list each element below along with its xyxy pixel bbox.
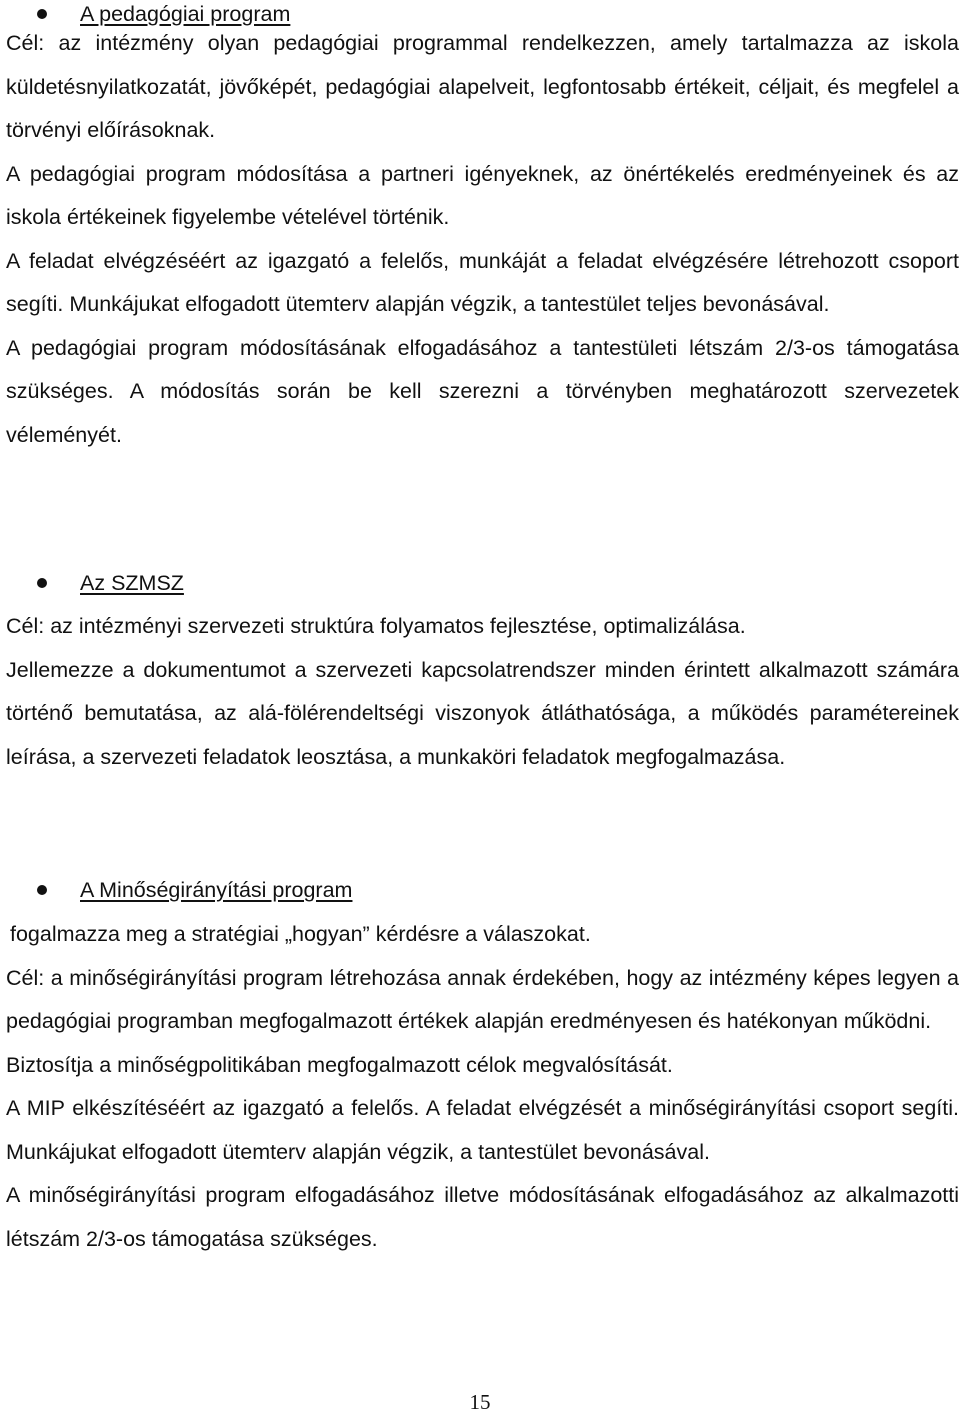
section-szmsz xyxy=(6,569,959,769)
section-heading-row xyxy=(6,876,959,904)
paragraph: Biztosítja a minőségpolitikában megfogalmazott célok megvalósítását. xyxy=(6,1052,673,1077)
bullet-icon xyxy=(37,578,47,588)
section-body xyxy=(6,605,959,779)
section-body xyxy=(6,22,959,457)
section-heading: Az SZMSZ xyxy=(80,571,184,595)
paragraph: Cél: a minőségirányítási program létrehozása annak érdekében, hogy az intézmény képes legyen a pedagógiai programban megfogalmazott értékek alapján eredményesen és hatékonyan működni. xyxy=(6,965,959,1033)
paragraph: A feladat elvégzéséért az igazgató a felelős, munkáját a feladat elvégzésére létrehozott csoport segíti. Munkájukat elfogadott ütemterv alapján végzik, a tantestület teljes bevonásával. xyxy=(6,248,959,316)
paragraph: A pedagógiai program módosítása a partneri igényeknek, az önértékelés eredményeinek és az iskola értékeinek figyelembe vételével történik. xyxy=(6,161,959,229)
paragraph: Cél: az intézmény olyan pedagógiai programmal rendelkezzen, amely tartalmazza az iskola küldetésnyilatkozatát, jövőképét, pedagógiai alapelveit, legfontosabb értékeit, céljait, és megfelel a törvényi előírásoknak. xyxy=(6,31,959,142)
section-quality-management-program xyxy=(6,876,959,1251)
bullet-icon xyxy=(37,9,47,19)
paragraph: A pedagógiai program módosításának elfogadásához a tantestületi létszám 2/3-os támogatása szükséges. A módosítás során be kell szerezni a törvényben meghatározott szervezetek véleményét. xyxy=(6,335,959,447)
section-heading: A pedagógiai program xyxy=(80,2,291,26)
paragraph: Jellemezze a dokumentumot a szervezeti kapcsolatrendszer minden érintett alkalmazott számára történő bemutatása, az alá-fölérendeltségi viszonyok átláthatósága, a működés paramétereinek leírása, a szervezeti feladatok leosztása, a munkaköri feladatok megfogalmazása. xyxy=(6,657,959,769)
paragraph: Cél: az intézményi szervezeti struktúra folyamatos fejlesztése, optimalizálása. xyxy=(6,614,746,638)
section-heading-row xyxy=(6,569,959,597)
section-heading: A Minőségirányítási program xyxy=(80,878,353,902)
paragraph: A MIP elkészítéséért az igazgató a felelős. A feladat elvégzését a minőségirányítási csoport segíti. Munkájukat elfogadott ütemterv alapján végzik, a tantestület bevonásával. xyxy=(6,1096,959,1164)
intro-paragraph: fogalmazza meg a stratégiai „hogyan” kérdésre a válaszokat. xyxy=(10,922,591,946)
paragraph: A minőségirányítási program elfogadásához illetve módosításának elfogadásához az alkalmazotti létszám 2/3-os támogatása szükséges. xyxy=(6,1183,959,1251)
page-number: 15 xyxy=(469,1390,491,1414)
section-body xyxy=(6,913,959,1261)
bullet-icon xyxy=(37,885,47,895)
section-pedagogical-program xyxy=(6,0,959,447)
